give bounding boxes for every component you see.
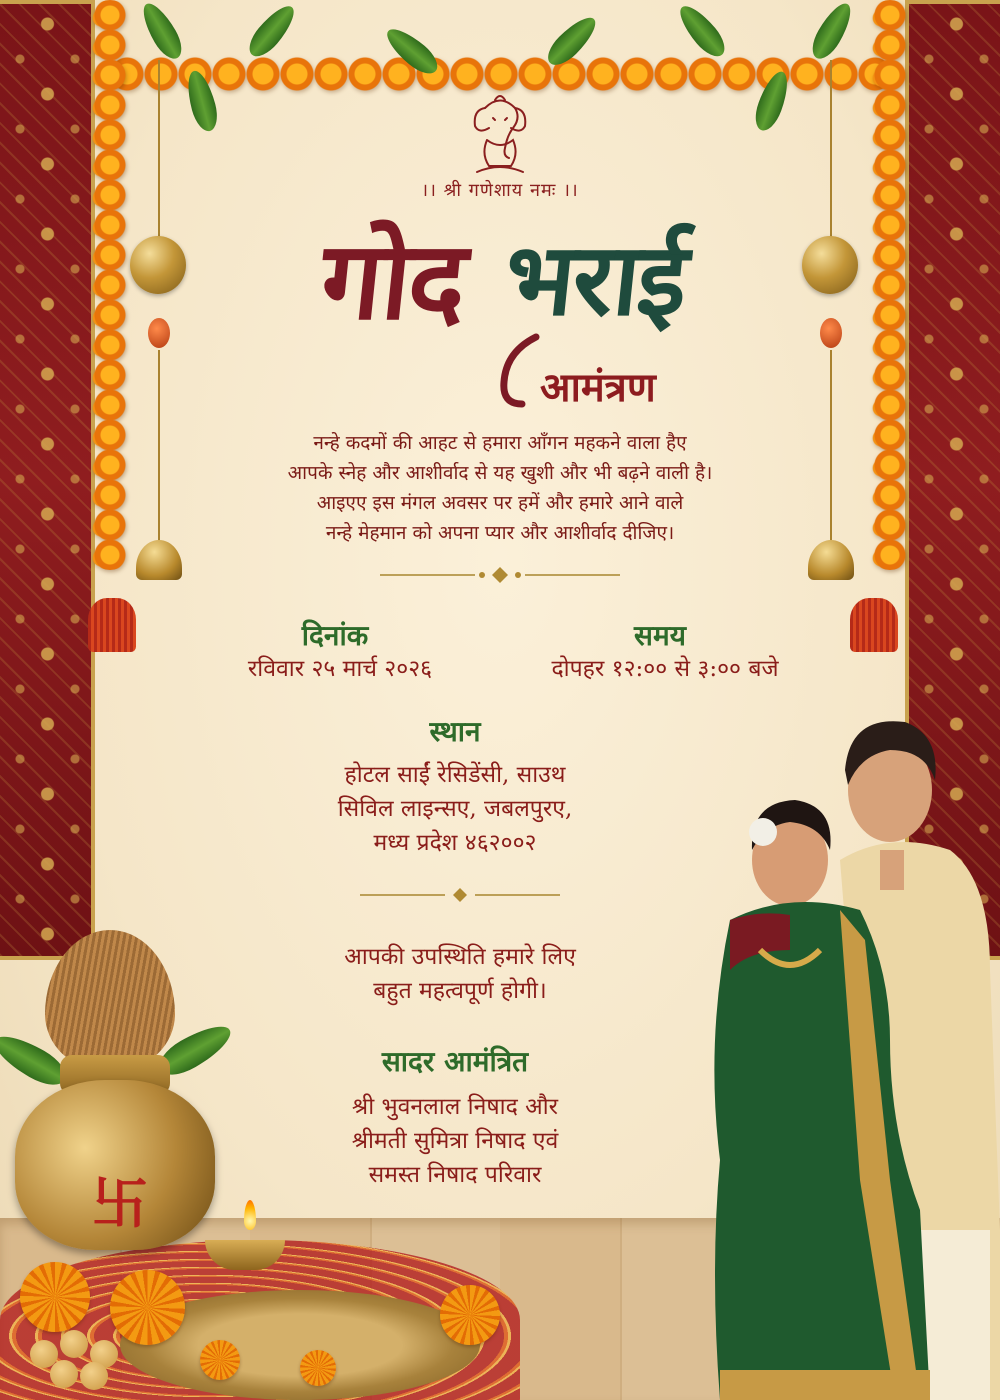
tassel [88, 598, 136, 652]
date-label: दिनांक [301, 619, 369, 652]
ladoo [60, 1330, 88, 1358]
marigold-flower [440, 1285, 500, 1345]
intro-line: आइएए इस मंगल अवसर पर हमें और हमारे आने वाले [316, 492, 684, 514]
invitation-title [0, 218, 1000, 422]
host-line: समस्त निषाद परिवार [368, 1162, 542, 1188]
title-swirl [486, 332, 546, 412]
ladoo [50, 1360, 78, 1388]
venue-line: सिविल लाइन्सए, जबलपुरए, [337, 796, 573, 822]
ganesha-icon [455, 88, 545, 178]
time-value: दोपहर १२:०० से ३:०० बजे [551, 656, 779, 682]
presence-message [280, 940, 640, 1008]
host-line: श्री भुवनलाल निषाद और [351, 1094, 559, 1120]
host-line: श्रीमती सुमित्रा निषाद एवं [351, 1128, 559, 1154]
date-value: रविवार २५ मार्च २०२६ [247, 656, 433, 682]
divider-ornament-icon [360, 885, 560, 905]
title-part-2: भराई [498, 220, 692, 338]
swastika-icon: 卐 [92, 1171, 148, 1237]
diya-flame-icon [244, 1200, 256, 1230]
tassel [850, 598, 898, 652]
divider-ornament-icon [380, 565, 620, 585]
invited-by-names [280, 1090, 630, 1192]
marigold-flower [200, 1340, 240, 1380]
couple-illustration [690, 710, 1000, 1400]
ladoo [80, 1362, 108, 1390]
venue-line: मध्य प्रदेश ४६२००२ [373, 830, 537, 856]
intro-line: आपके स्नेह और आशीर्वाद से यह खुशी और भी बढ़ने वाली है। [287, 462, 713, 484]
venue-address [270, 758, 640, 860]
invited-by-label: सादर आमंत्रित [381, 1045, 529, 1078]
presence-line: आपकी उपस्थिति हमारे लिए [344, 944, 576, 970]
venue-label: स्थान [429, 715, 481, 748]
shloka-text: ।। श्री गणेशाय नमः ।। [421, 180, 579, 201]
title-part-3: आमंत्रण [540, 364, 656, 411]
presence-line: बहुत महत्वपूर्ण होगी। [373, 978, 547, 1004]
intro-line: नन्हे कदमों की आहट से हमारा आँगन महकने वाला हैए [313, 432, 687, 454]
intro-line: नन्हे मेहमान को अपना प्यार और आशीर्वाद दीजिए। [325, 522, 675, 544]
marigold-flower [300, 1350, 336, 1386]
title-part-1: गोद [315, 218, 471, 344]
marigold-flower [20, 1262, 90, 1332]
time-label: समय [634, 619, 686, 652]
intro-message [0, 428, 1000, 548]
venue-line: होटल साईं रेसिडेंसी, साउथ [344, 762, 566, 788]
marigold-flower [110, 1270, 185, 1345]
